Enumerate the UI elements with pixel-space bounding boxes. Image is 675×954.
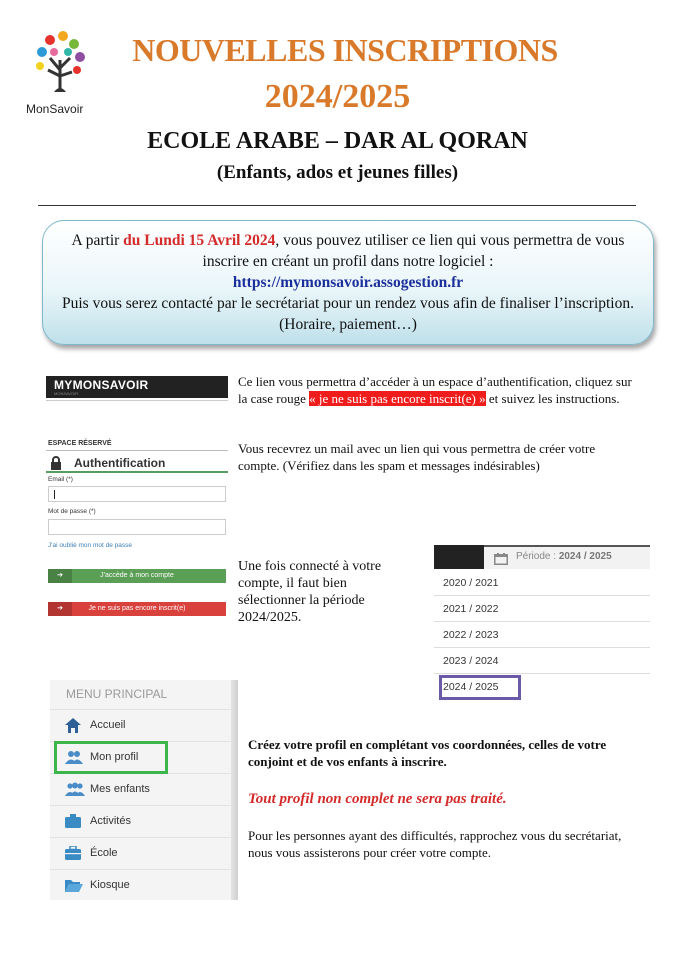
menu-highlight-box (54, 741, 168, 774)
login-separator (46, 400, 228, 401)
password-field[interactable] (48, 519, 226, 535)
info-text2: Puis vous serez contacté par le secrétariat pour un rendez vous afin de finaliser l’inscription. (Horaire, paiement…) (61, 295, 634, 333)
auth-title: Authentification (74, 456, 166, 470)
step1-text (238, 374, 638, 407)
title-line1: NOUVELLES INSCRIPTIONS (132, 32, 558, 68)
menu-item-ecole[interactable] (50, 837, 231, 869)
info-box (42, 220, 654, 345)
period-screenshot (434, 545, 650, 701)
login-screenshot (46, 376, 228, 621)
menu-screenshot (50, 680, 238, 900)
arrow-right-icon: ➔ (48, 602, 72, 616)
email-field[interactable] (48, 486, 226, 502)
menu-item-mes-enfants[interactable] (50, 773, 231, 805)
folder-icon (65, 814, 81, 833)
login-brand: MYMONSAVOIR (54, 378, 149, 392)
menu-shadow (231, 680, 238, 900)
audience: (Enfants, ados et jeunes filles) (216, 162, 459, 183)
menu-item-label: Mon profil (90, 751, 139, 763)
period-option-selected[interactable]: 2024 / 2025 (443, 681, 499, 693)
period-option[interactable]: 2020 / 2021 (434, 570, 650, 596)
info-prefix: A partir (71, 232, 124, 249)
espace-reserve-label: ESPACE RÉSERVÉ (48, 440, 112, 447)
group-icon (65, 782, 85, 801)
login-header-bar (46, 376, 228, 398)
title-line2: 2024/2025 (264, 78, 411, 115)
period-option[interactable]: 2022 / 2023 (434, 622, 650, 648)
menu-item-label: Activités (90, 815, 131, 827)
menu-item-activites[interactable] (50, 805, 231, 837)
espace-line (46, 450, 228, 451)
home-icon (65, 718, 81, 738)
monsavoir-logo (22, 30, 102, 120)
menu-item-label: Mes enfants (90, 783, 150, 795)
period-label: Période : 2024 / 2025 (516, 551, 612, 562)
registration-link[interactable]: https://mymonsavoir.assogestion.fr (232, 274, 464, 291)
arrow-right-icon: ➔ (48, 569, 72, 583)
menu-item-label: Accueil (90, 719, 126, 731)
period-dark-bar (434, 545, 484, 569)
step1-text-a: Ce lien vous permettra d’accéder à un espace d’authentification, cliquez sur la case rouge (238, 374, 632, 406)
login-brand-sub: MONSAVOIR (54, 391, 79, 396)
info-date: du Lundi 15 Avril 2024 (123, 232, 276, 249)
step3-warning: Tout profil non complet ne sera pas traité. (248, 791, 507, 807)
step1-text-c: Vous recevrez un mail avec un lien qui vous permettra de créer votre compte. (Vérifiez dans les spam et messages indésirables) (238, 441, 596, 473)
period-option[interactable]: 2021 / 2022 (434, 596, 650, 622)
open-folder-icon (65, 878, 83, 897)
divider (38, 205, 636, 206)
period-current: 2024 / 2025 (558, 551, 612, 562)
step3-bold-text: Créez votre profil en complétant vos coordonnées, celles de votre conjoint et de vos enfants à inscrire. (248, 737, 607, 769)
step3-help-text: Pour les personnes ayant des difficultés, rapprochez vous du secrétariat, nous vous assisterons pour créer votre compte. (248, 828, 622, 860)
menu-heading: MENU PRINCIPAL (66, 687, 168, 701)
login-button[interactable] (48, 569, 226, 583)
register-button-label: Je ne suis pas encore inscrit(e) (88, 605, 186, 612)
period-option[interactable]: 2023 / 2024 (434, 648, 650, 674)
step2-text: Une fois connecté à votre compte, il faut bien sélectionner la période 2024/2025. (238, 559, 382, 625)
text-caret (54, 490, 55, 499)
auth-underline (46, 471, 228, 473)
menu-item-accueil[interactable] (50, 709, 231, 741)
login-button-label: J'accède à mon compte (100, 572, 174, 579)
calendar-icon (494, 552, 508, 570)
school-name: ECOLE ARABE – DAR AL QORAN (147, 128, 528, 154)
logo-text: MonSavoir (26, 102, 84, 116)
info-text1: , vous pouvez utiliser ce lien qui vous permettra de vous inscrire en créant un profil dans notre logiciel : (202, 232, 625, 270)
briefcase-icon (65, 846, 81, 865)
tree-logo-icon (30, 30, 90, 100)
menu-item-label: École (90, 847, 118, 859)
menu-item-kiosque[interactable] (50, 869, 231, 901)
step1-highlight: « je ne suis pas encore inscrit(e) » (309, 390, 486, 406)
period-highlight-box (439, 675, 521, 700)
step1-text-b: et suivez les instructions. (485, 390, 620, 406)
email-label: Email (*) (48, 476, 73, 483)
menu-item-label: Kiosque (90, 879, 130, 891)
register-button[interactable] (48, 602, 226, 616)
forgot-password-link[interactable]: J'ai oublié mon mot de passe (48, 542, 132, 549)
password-label: Mot de passe (*) (48, 508, 96, 515)
